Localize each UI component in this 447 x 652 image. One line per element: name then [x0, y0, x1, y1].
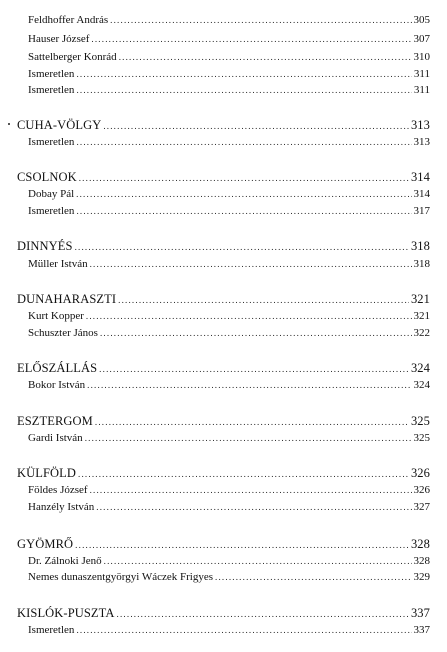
entry-page-number: 305 — [413, 14, 430, 26]
toc-section-heading — [17, 238, 430, 254]
section-page-number: 325 — [410, 414, 430, 428]
section-name: DINNYÉS — [17, 239, 73, 253]
entry-name: Ismeretlen — [28, 624, 75, 636]
toc-section-heading — [17, 605, 430, 621]
dot-leader — [96, 499, 411, 515]
dot-leader — [104, 553, 412, 569]
entry-page-number: 327 — [413, 501, 430, 513]
toc-entry — [28, 325, 430, 341]
entry-name: Müller István — [28, 258, 88, 270]
entry-page-number: 310 — [413, 51, 430, 63]
section-page-number: 326 — [410, 466, 430, 480]
section-page-number: 318 — [410, 239, 430, 253]
section-name: ELŐSZÁLLÁS — [17, 361, 98, 375]
entry-name: Schuszter János — [28, 327, 98, 339]
dot-leader — [76, 203, 411, 219]
dot-leader — [75, 537, 409, 553]
section-name: CUHA-VÖLGY — [17, 118, 102, 132]
entry-name: Feldhoffer András — [28, 14, 109, 26]
entry-name: Dr. Zálnoki Jenő — [28, 555, 102, 567]
entry-page-number: 325 — [413, 432, 430, 444]
section-name: CSOLNOK — [17, 170, 77, 184]
entry-name: Ismeretlen — [28, 205, 75, 217]
toc-entry — [28, 12, 430, 28]
toc-entry — [28, 622, 430, 638]
section-page-number: 337 — [410, 606, 430, 620]
entry-name: Hanzély István — [28, 501, 95, 513]
section-name: GYÖMRŐ — [17, 537, 74, 551]
dot-leader — [90, 256, 412, 272]
dot-leader — [78, 466, 409, 482]
dot-leader — [215, 569, 411, 585]
toc-entry — [28, 569, 430, 585]
dot-leader — [91, 31, 411, 47]
dot-leader — [76, 134, 411, 150]
dot-leader — [99, 361, 409, 377]
entry-page-number: 307 — [413, 33, 430, 45]
entry-page-number: 314 — [413, 188, 430, 200]
dot-leader — [85, 430, 412, 446]
toc-section-heading — [17, 360, 430, 376]
toc-entry — [28, 49, 430, 65]
toc-entry — [28, 553, 430, 569]
toc-entry — [28, 377, 430, 393]
entry-page-number: 329 — [413, 571, 430, 583]
section-page-number: 314 — [410, 170, 430, 184]
section-page-number: 328 — [410, 537, 430, 551]
dot-leader — [103, 118, 409, 134]
entry-name: Gardi István — [28, 432, 83, 444]
dot-leader — [76, 82, 411, 98]
margin-mark — [8, 123, 10, 125]
entry-page-number: 321 — [413, 310, 430, 322]
dot-leader — [76, 186, 411, 202]
toc-entry — [28, 66, 430, 82]
entry-page-number: 337 — [413, 624, 430, 636]
toc-section-heading — [17, 169, 430, 185]
toc-section-heading — [17, 536, 430, 552]
entry-name: Nemes dunaszentgyörgyi Wáczek Frigyes — [28, 571, 214, 583]
entry-page-number: 324 — [413, 379, 430, 391]
entry-page-number: 326 — [413, 484, 430, 496]
dot-leader — [117, 606, 409, 622]
dot-leader — [75, 239, 409, 255]
dot-leader — [86, 308, 412, 324]
section-name: DUNAHARASZTI — [17, 292, 117, 306]
toc-section-heading — [17, 465, 430, 481]
toc-section-heading — [17, 117, 430, 133]
section-page-number: 321 — [410, 292, 430, 306]
entry-page-number: 318 — [413, 258, 430, 270]
entry-name: Ismeretlen — [28, 68, 75, 80]
toc-entry — [28, 186, 430, 202]
entry-page-number: 311 — [413, 68, 430, 80]
entry-name: Kurt Kopper — [28, 310, 84, 322]
entry-page-number: 322 — [413, 327, 430, 339]
toc-section-heading — [17, 291, 430, 307]
dot-leader — [110, 12, 411, 28]
entry-name: Ismeretlen — [28, 136, 75, 148]
toc-section-heading — [17, 413, 430, 429]
entry-name: Hauser József — [28, 33, 90, 45]
dot-leader — [95, 414, 409, 430]
section-name: ESZTERGOM — [17, 414, 93, 428]
dot-leader — [76, 66, 411, 82]
entry-page-number: 317 — [413, 205, 430, 217]
toc-entry — [28, 203, 430, 219]
entry-page-number: 313 — [413, 136, 430, 148]
dot-leader — [76, 622, 411, 638]
toc-entry — [28, 499, 430, 515]
entry-name: Ismeretlen — [28, 84, 75, 96]
toc-entry — [28, 82, 430, 98]
dot-leader — [90, 482, 412, 498]
toc-entry — [28, 31, 430, 47]
dot-leader — [118, 292, 409, 308]
section-name: KISLÓK-PUSZTA — [17, 606, 115, 620]
entry-name: Sattelberger Konrád — [28, 51, 117, 63]
toc-entry — [28, 430, 430, 446]
toc-entry — [28, 482, 430, 498]
dot-leader — [87, 377, 411, 393]
entry-page-number: 328 — [413, 555, 430, 567]
toc-entry — [28, 134, 430, 150]
toc-entry — [28, 308, 430, 324]
section-page-number: 324 — [410, 361, 430, 375]
entry-page-number: 311 — [413, 84, 430, 96]
dot-leader — [79, 170, 409, 186]
toc-entry — [28, 256, 430, 272]
dot-leader — [119, 49, 412, 65]
entry-name: Földes József — [28, 484, 88, 496]
dot-leader — [100, 325, 412, 341]
entry-name: Bokor István — [28, 379, 86, 391]
entry-name: Dobay Pál — [28, 188, 75, 200]
section-page-number: 313 — [410, 118, 430, 132]
section-name: KÜLFÖLD — [17, 466, 77, 480]
